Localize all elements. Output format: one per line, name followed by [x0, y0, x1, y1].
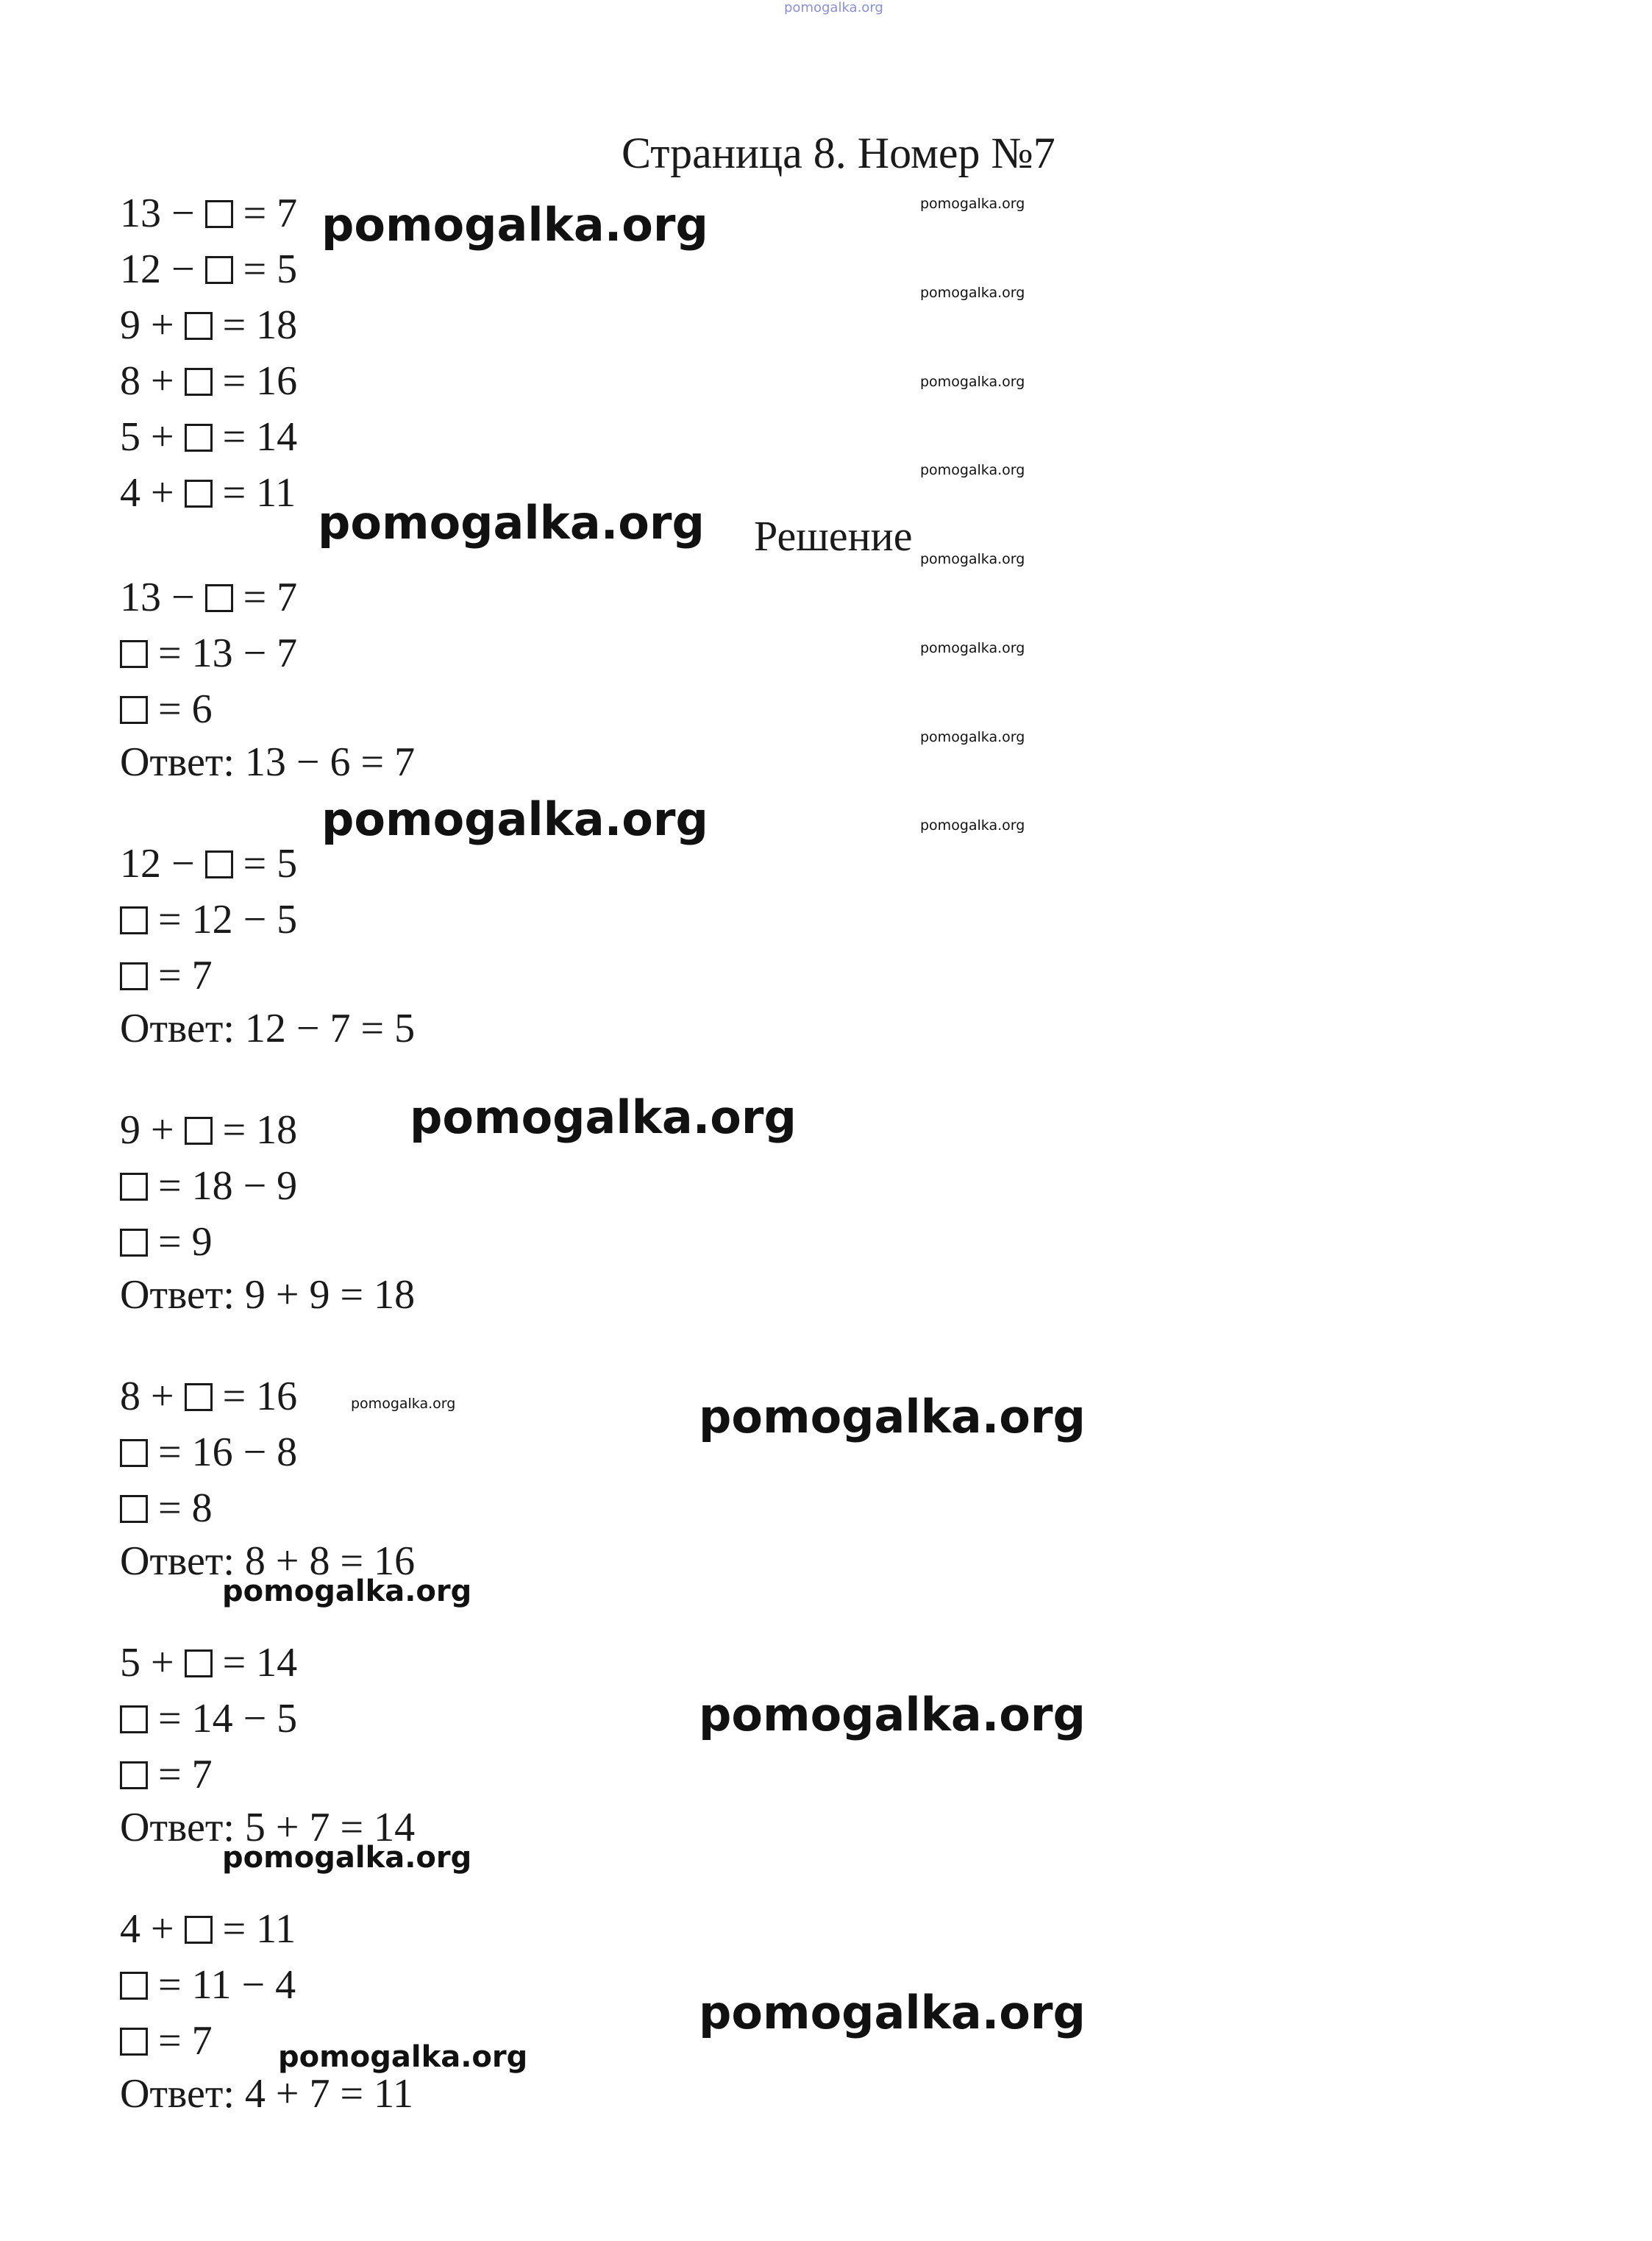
watermark: pomogalka.org	[699, 1986, 1086, 2039]
watermark: pomogalka.org	[920, 374, 1025, 390]
top-watermark: pomogalka.org	[784, 0, 883, 15]
equation-post: = 14	[212, 1640, 298, 1686]
empty-box-icon	[120, 1229, 148, 1257]
step-text: = 7	[148, 1752, 213, 1797]
solution-4-step2	[120, 1485, 213, 1531]
task-line-post: = 11	[212, 470, 296, 516]
watermark: pomogalka.org	[920, 817, 1025, 834]
empty-box-icon	[120, 1705, 148, 1733]
task-line-post: = 16	[212, 358, 298, 404]
watermark: pomogalka.org	[699, 1688, 1086, 1741]
empty-box-icon	[205, 200, 233, 228]
empty-box-icon	[185, 1117, 213, 1145]
solution-6-equation	[120, 1908, 296, 1950]
equation-pre: 5 +	[120, 1640, 185, 1686]
empty-box-icon	[120, 1495, 148, 1523]
step-text: = 9	[148, 1219, 213, 1265]
step-text: = 7	[148, 2018, 213, 2064]
solution-1-answer: Ответ: 13 − 6 = 7	[120, 739, 416, 785]
solution-3-step2	[120, 1219, 213, 1265]
solution-2-equation	[120, 841, 298, 887]
solution-4-step1	[120, 1432, 297, 1473]
step-text: = 11 − 4	[148, 1962, 296, 2008]
page-title: Страница 8. Номер №7	[622, 129, 1055, 177]
equation-post: = 16	[212, 1374, 298, 1419]
empty-box-icon	[120, 1761, 148, 1789]
solution-1-equation	[120, 577, 297, 618]
solution-6-step1	[120, 1964, 296, 2006]
task-line-5	[120, 416, 297, 458]
step-text: = 12 − 5	[148, 897, 298, 942]
task-line-2	[120, 246, 298, 292]
empty-box-icon	[120, 962, 148, 990]
watermark: pomogalka.org	[351, 1396, 456, 1412]
solution-5-step1	[120, 1698, 297, 1739]
empty-box-icon	[185, 1649, 213, 1677]
equation-pre: 12 −	[120, 841, 205, 887]
step-text: = 7	[148, 953, 213, 998]
watermark: pomogalka.org	[321, 792, 708, 846]
solution-5-step2	[120, 1754, 213, 1795]
equation-pre: 4 +	[120, 1906, 185, 1952]
solution-heading: Решение	[754, 512, 913, 560]
equation-pre: 9 +	[120, 1107, 185, 1153]
task-line-post: = 5	[232, 246, 298, 292]
empty-box-icon	[120, 2028, 148, 2056]
watermark: pomogalka.org	[920, 196, 1025, 212]
empty-box-icon	[185, 312, 213, 340]
equation-post: = 11	[212, 1906, 296, 1952]
task-line-pre: 8 +	[120, 358, 185, 404]
empty-box-icon	[185, 1383, 213, 1411]
task-line-pre: 4 +	[120, 470, 185, 516]
solution-6-step2	[120, 2018, 213, 2064]
solution-6-answer: Ответ: 4 + 7 = 11	[120, 2071, 413, 2117]
watermark: pomogalka.org	[222, 1841, 472, 1875]
task-line-pre: 12 −	[120, 246, 205, 292]
task-line-pre: 5 +	[120, 414, 185, 460]
watermark: pomogalka.org	[222, 1574, 472, 1608]
watermark: pomogalka.org	[920, 640, 1025, 656]
watermark: pomogalka.org	[318, 496, 705, 550]
empty-box-icon	[205, 850, 233, 878]
step-text: = 14 − 5	[148, 1696, 298, 1741]
empty-box-icon	[120, 1972, 148, 2000]
task-line-6	[120, 472, 296, 514]
equation-post: = 18	[212, 1107, 298, 1153]
solution-5-equation	[120, 1640, 298, 1686]
empty-box-icon	[120, 696, 148, 724]
empty-box-icon	[120, 906, 148, 934]
equation-post: = 7	[232, 575, 298, 620]
equation-pre: 13 −	[120, 575, 205, 620]
solution-2-step1	[120, 899, 297, 940]
watermark: pomogalka.org	[321, 198, 708, 252]
task-line-1	[120, 193, 297, 234]
task-line-post: = 14	[212, 414, 298, 460]
task-line-pre: 9 +	[120, 302, 185, 348]
empty-box-icon	[185, 424, 213, 452]
watermark: pomogalka.org	[920, 551, 1025, 567]
solution-1-step1	[120, 633, 297, 674]
watermark: pomogalka.org	[699, 1390, 1086, 1443]
solution-3-answer: Ответ: 9 + 9 = 18	[120, 1272, 416, 1318]
solution-4-answer: Ответ: 8 + 8 = 16	[120, 1538, 416, 1584]
watermark: pomogalka.org	[920, 462, 1025, 478]
empty-box-icon	[185, 1916, 213, 1944]
watermark: pomogalka.org	[278, 2040, 528, 2074]
empty-box-icon	[120, 1173, 148, 1201]
solution-1-step2	[120, 686, 213, 732]
step-text: = 6	[148, 686, 213, 732]
solution-2-answer: Ответ: 12 − 7 = 5	[120, 1006, 416, 1051]
watermark: pomogalka.org	[920, 285, 1025, 301]
watermark: pomogalka.org	[920, 729, 1025, 745]
equation-pre: 8 +	[120, 1374, 185, 1419]
empty-box-icon	[120, 640, 148, 668]
task-line-post: = 18	[212, 302, 298, 348]
solution-3-step1	[120, 1165, 297, 1207]
step-text: = 8	[148, 1485, 213, 1531]
empty-box-icon	[120, 1439, 148, 1467]
empty-box-icon	[205, 584, 233, 612]
equation-post: = 5	[232, 841, 298, 887]
task-line-3	[120, 302, 298, 348]
solution-5-answer: Ответ: 5 + 7 = 14	[120, 1805, 416, 1850]
solution-2-step2	[120, 955, 213, 996]
solution-3-equation	[120, 1109, 297, 1151]
task-line-4	[120, 358, 298, 404]
empty-box-icon	[185, 480, 213, 508]
step-text: = 16 − 8	[148, 1430, 298, 1475]
task-line-post: = 7	[232, 191, 298, 236]
task-line-pre: 13 −	[120, 191, 205, 236]
empty-box-icon	[185, 368, 213, 396]
step-text: = 18 − 9	[148, 1163, 298, 1209]
watermark: pomogalka.org	[410, 1090, 797, 1144]
empty-box-icon	[205, 256, 233, 284]
solution-4-equation	[120, 1376, 297, 1417]
step-text: = 13 − 7	[148, 631, 298, 676]
